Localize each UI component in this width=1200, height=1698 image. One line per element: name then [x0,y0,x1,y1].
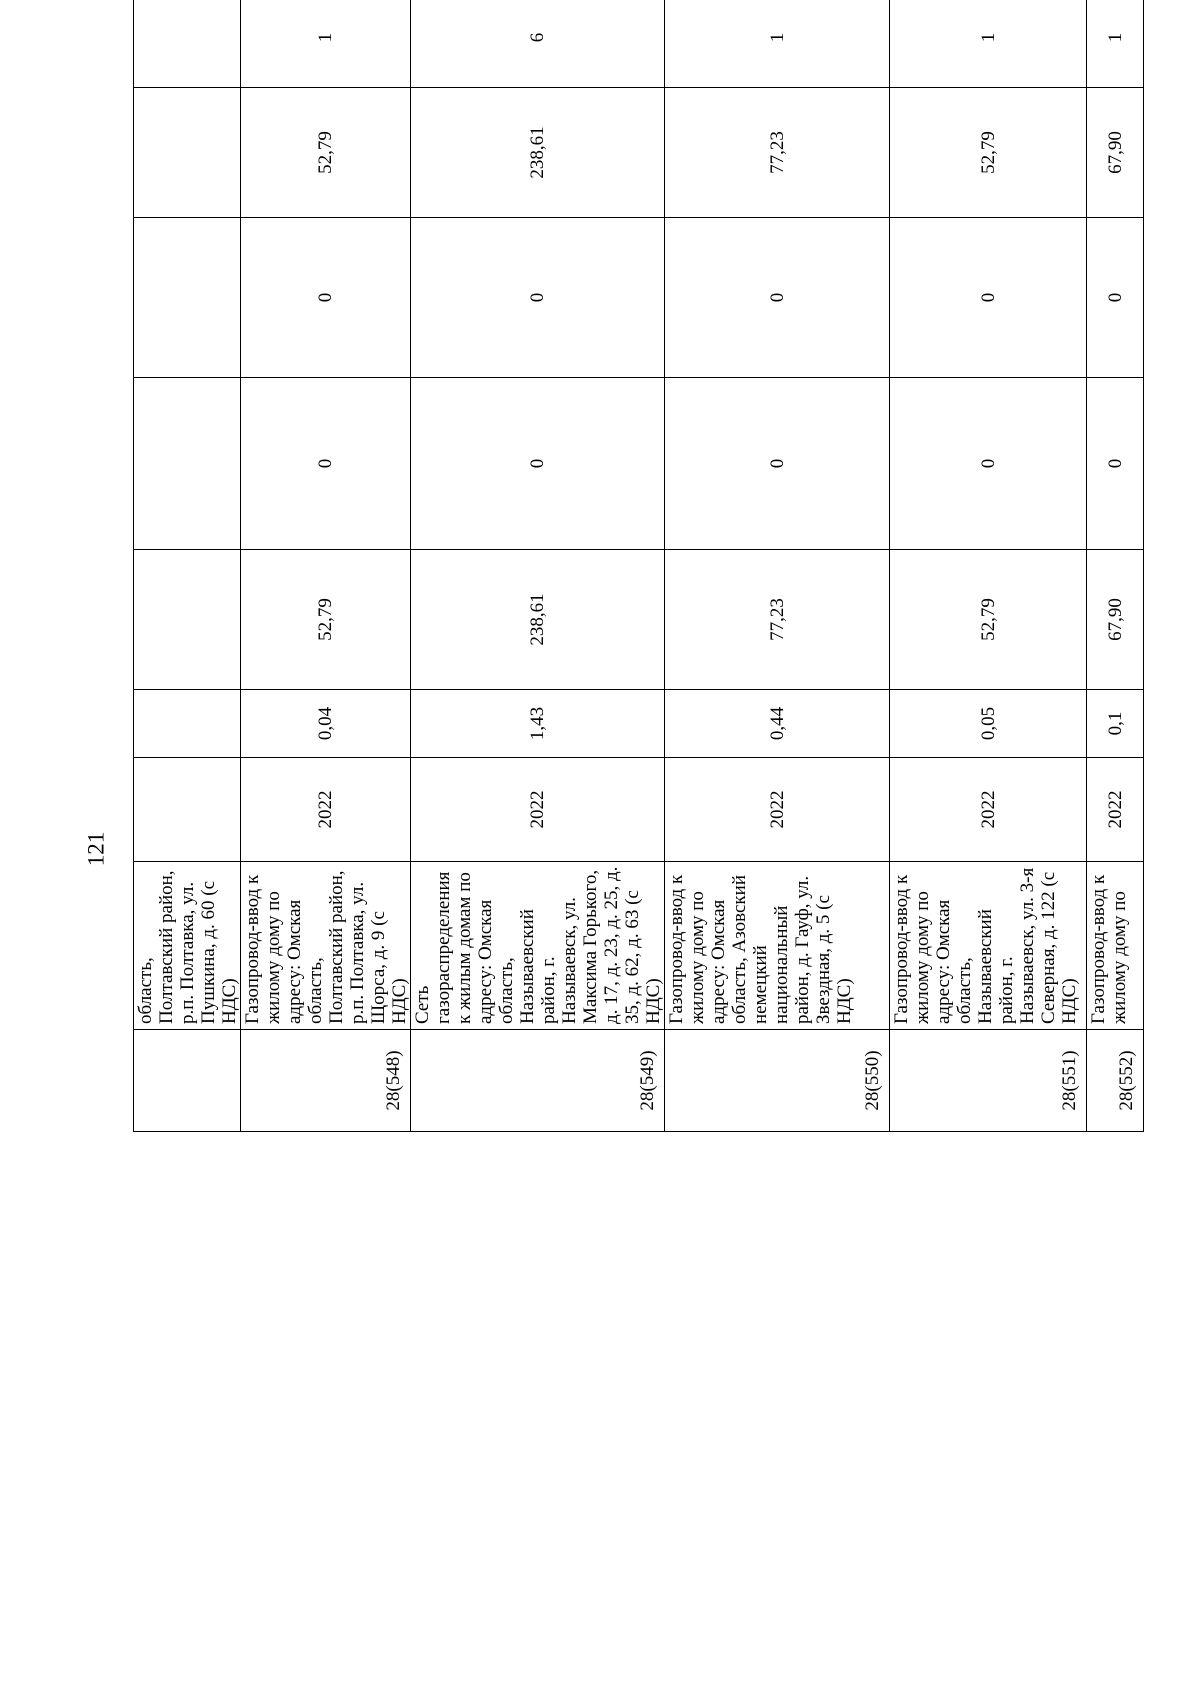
object-description: Газопровод-ввод к жилому дому по [1087,862,1144,1030]
row-id: 28(551) [890,1030,1087,1132]
cell-value: 0 [890,218,1087,378]
cell-value: 77,23 [665,88,890,218]
object-description: Газопровод-ввод к жилому дому по адресу: Омская область, Полтавский район, р.п. Полтавка, ул. Щорса, д. 9 (с НДС) [241,862,411,1030]
cell-value: 67,90 [1087,550,1144,690]
row-id: 28(549) [411,1030,665,1132]
object-description: Сеть газораспределения к жилым домам по адресу: Омская область, Называевский район, г. Называевск, ул. Максима Горького, д. 17, д. 23, д. 25, д. 35, д. 62, д. 63 (с НДС) [411,862,665,1030]
object-description: Газопровод-ввод к жилому дому по адресу: Омская область, Азовский немецкий национальный район, д. Гауф, ул. Звездная, д. 5 (с НДС) [665,862,890,1030]
cell-value [134,690,241,758]
cell-value: 52,79 [241,88,411,218]
cell-year: 2022 [890,758,1087,862]
cell-year: 2022 [411,758,665,862]
cell-value: 0 [665,378,890,550]
cell-value: 0 [411,378,665,550]
object-description: Газопровод-ввод к жилому дому по адресу: Омская область, Называевский район, г. Называевск, ул. 3-я Северная, д. 122 (с НДС) [890,862,1087,1030]
table-row [665,0,890,1132]
cell-year: 2022 [1087,758,1144,862]
cell-value [134,550,241,690]
cell-value: 238,61 [411,550,665,690]
row-id: 28(548) [241,1030,411,1132]
cell-value: 52,79 [241,550,411,690]
cell-value: 0,44 [665,690,890,758]
cell-year: 2022 [241,758,411,862]
cell-value: 0,04 [241,690,411,758]
cell-value: 1 [241,0,411,88]
rotated-table-container [133,32,1198,1132]
cell-value [134,378,241,550]
cell-value: 1 [1087,0,1144,88]
cell-value: 0 [665,218,890,378]
cell-value: 0 [1087,378,1144,550]
cell-value: 52,79 [890,550,1087,690]
cell-value [134,218,241,378]
table-row [890,0,1087,1132]
cell-value: 0 [411,218,665,378]
cell-value: 0 [241,378,411,550]
cell-value: 67,90 [1087,88,1144,218]
cell-value: 0,1 [1087,690,1144,758]
cell-value: 238,61 [411,88,665,218]
cell-value: 0 [1087,218,1144,378]
page-number [81,829,111,869]
cell-year: 2022 [665,758,890,862]
cell-value: 0,05 [890,690,1087,758]
cell-value: 6 [411,0,665,88]
table-row [134,0,241,1132]
cell-value: 1 [890,0,1087,88]
row-id: 28(552) [1087,1030,1144,1132]
cell-value: 1 [665,0,890,88]
cell-year [134,758,241,862]
table-row [411,0,665,1132]
page-number-text: 121 [83,831,108,867]
cell-value: 1,43 [411,690,665,758]
row-id: 28(550) [665,1030,890,1132]
cell-value [134,0,241,88]
cell-value: 0 [241,218,411,378]
row-id [134,1030,241,1132]
table-row [241,0,411,1132]
cell-value: 77,23 [665,550,890,690]
cell-value: 0 [890,378,1087,550]
object-description: область, Полтавский район, р.п. Полтавка, ул. Пушкина, д. 60 (с НДС) [134,862,241,1030]
table-row [1087,0,1144,1132]
cell-value: 52,79 [890,88,1087,218]
data-table [133,0,1144,1132]
cell-value [134,88,241,218]
